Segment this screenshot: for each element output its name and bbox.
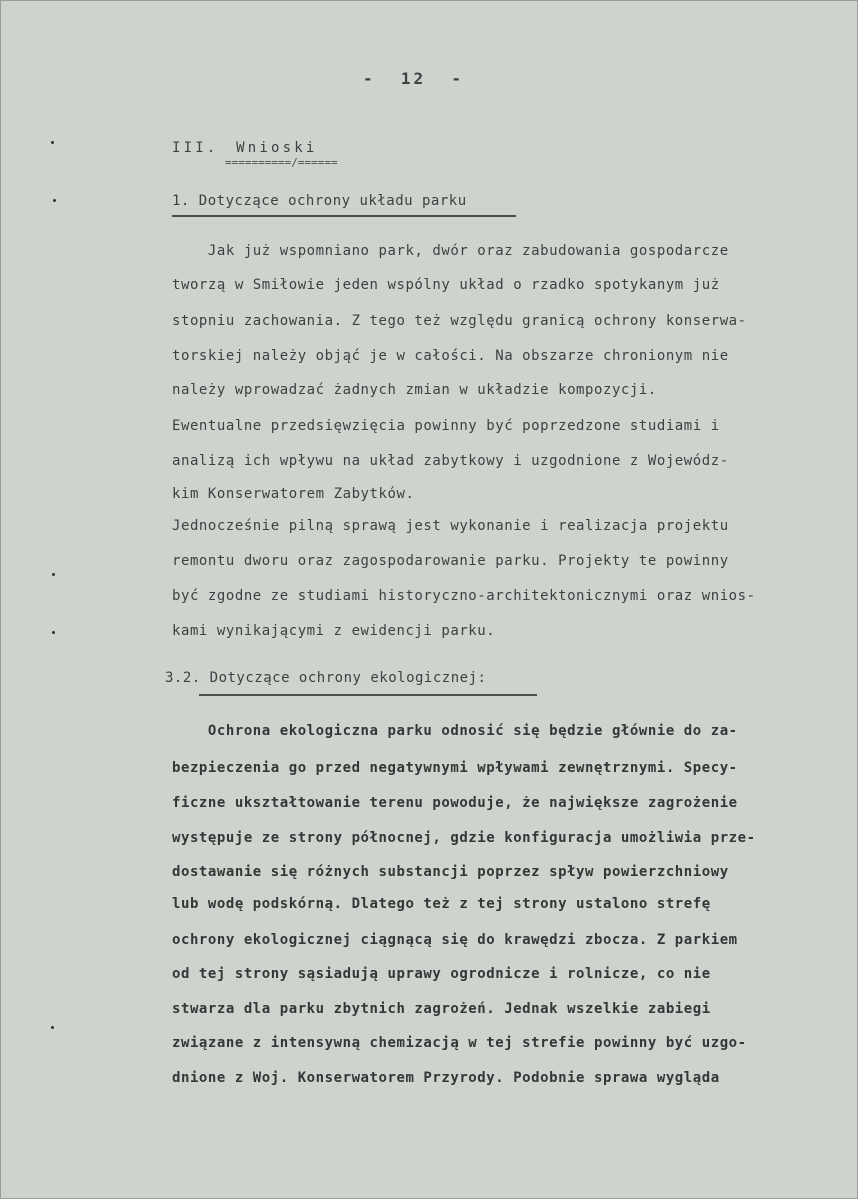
paragraph-line: torskiej należy objąć je w całości. Na obszarze chronionym nie [172,348,729,364]
paragraph-line: należy wprowadzać żadnych zmian w układzie kompozycji. [172,382,657,398]
margin-mark [52,631,55,634]
paragraph-line: tworzą w Smiłowie jeden wspólny układ o rzadko spotykanym już [172,277,720,293]
margin-mark [51,1026,54,1029]
paragraph-line: kami wynikającymi z ewidencji parku. [172,623,496,639]
paragraph-line: Ochrona ekologiczna parku odnosić się będzie głównie do za- [172,723,738,739]
paragraph-line: Jednocześnie pilną sprawą jest wykonanie i realizacja projektu [172,518,729,534]
paragraph-line: bezpieczenia go przed negatywnymi wpływami zewnętrznymi. Specy- [172,760,738,776]
margin-mark [51,141,54,144]
paragraph-line: analizą ich wpływu na układ zabytkowy i uzgodnione z Wojewódz- [172,453,729,469]
paragraph-line: Ewentualne przedsięwzięcia powinny być poprzedzone studiami i [172,418,720,434]
paragraph-line: związane z intensywną chemizacją w tej strefie powinny być uzgo- [172,1035,747,1051]
subsection-heading-2: 3.2. Dotyczące ochrony ekologicznej: [165,670,487,686]
heading-underline [199,694,537,696]
paragraph-line: remontu dworu oraz zagospodarowanie parku. Projekty te powinny [172,553,729,569]
paragraph-line: stwarza dla parku zbytnich zagrożeń. Jednak wszelkie zabiegi [172,1001,711,1017]
paragraph-line: ficzne ukształtowanie terenu powoduje, że największe zagrożenie [172,795,738,811]
paragraph-line: dostawanie się różnych substancji poprzez spływ powierzchniowy [172,864,729,880]
paragraph-line: dnione z Woj. Konserwatorem Przyrody. Podobnie sprawa wygląda [172,1070,720,1086]
heading-underline [172,215,516,217]
section-title: III. Wnioski [172,140,318,156]
margin-mark [53,199,56,202]
paragraph-line: Jak już wspomniano park, dwór oraz zabudowania gospodarcze [172,243,729,259]
paragraph-line: stopniu zachowania. Z tego też względu granicą ochrony konserwa- [172,313,747,329]
paragraph-line: występuje ze strony północnej, gdzie konfiguracja umożliwia prze- [172,830,756,846]
paragraph-line: ochrony ekologicznej ciągnącą się do krawędzi zbocza. Z parkiem [172,932,738,948]
paragraph-line: od tej strony sąsiadują uprawy ogrodnicze i rolnicze, co nie [172,966,711,982]
paragraph-line: lub wodę podskórną. Dlatego też z tej strony ustalono strefę [172,896,711,912]
paragraph-line: kim Konserwatorem Zabytków. [172,486,415,502]
page-number: - 12 - [363,69,465,88]
subsection-heading-1: 1. Dotyczące ochrony układu parku [172,193,467,209]
paragraph-line: być zgodne ze studiami historyczno-architektonicznymi oraz wnios- [172,588,756,604]
margin-mark [52,573,55,576]
section-title-underline: ==========/====== [225,156,338,169]
